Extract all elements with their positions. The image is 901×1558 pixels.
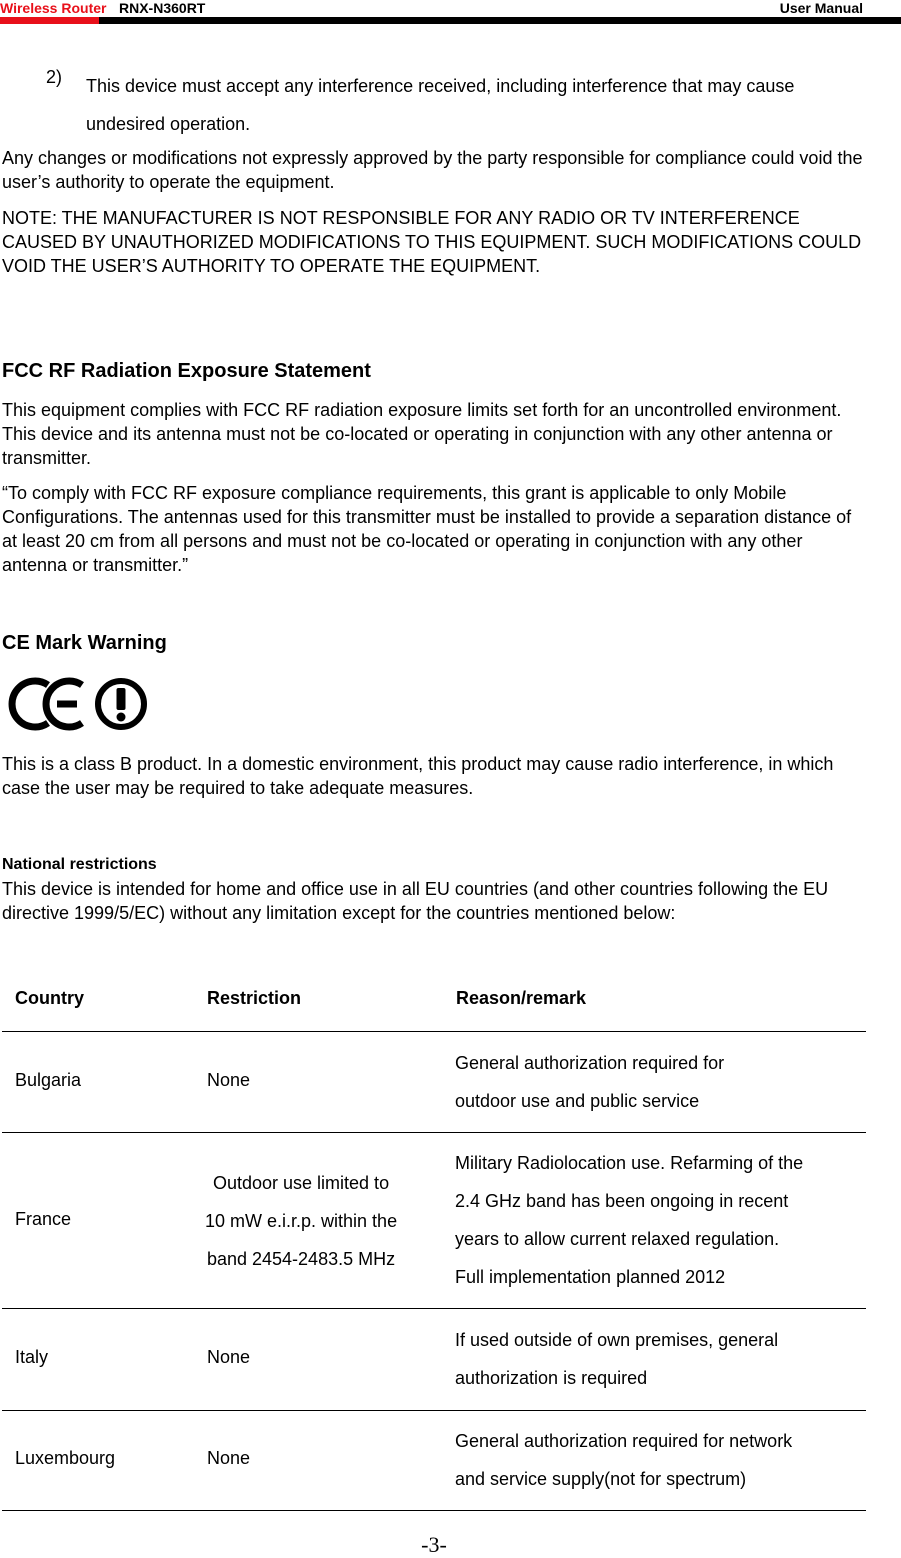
ce-paragraph: This is a class B product. In a domestic environment, this product may cause radio interference, in which case the user may be required to take adequate measures.	[2, 754, 834, 798]
changes-paragraph: Any changes or modifications not expressly approved by the party responsible for compliance could void the user’s authority to operate the equipment.	[2, 148, 863, 192]
column-header-reason: Reason/remark	[456, 988, 587, 1008]
header-rule	[0, 17, 901, 24]
cell-country: Bulgaria	[15, 1070, 82, 1090]
national-restrictions-paragraph: This device is intended for home and office use in all EU countries (and other countries following the EU directive 1999/5/EC) without any limitation except for the countries mentioned below:	[2, 879, 829, 923]
cell-country: France	[15, 1209, 72, 1229]
cell-restriction-line: band 2454-2483.5 MHz	[206, 1249, 396, 1269]
ce-alert-mark-icon	[2, 676, 148, 732]
table-rule	[2, 1132, 866, 1133]
page-header	[0, 0, 901, 26]
table-rule	[2, 1510, 866, 1511]
cell-restriction-line: 10 mW e.i.r.p. within the	[205, 1211, 398, 1231]
header-doc-type: User Manual	[779, 0, 863, 16]
cell-reason	[455, 1144, 803, 1296]
cell-reason-line: outdoor use and public service	[455, 1091, 700, 1111]
list-item-number: 2)	[46, 67, 63, 87]
list-item-text: This device must accept any interference received, including interference that may cause undesired operation.	[86, 76, 795, 134]
ce-letter-e-icon	[46, 681, 82, 727]
cell-country: Italy	[15, 1347, 49, 1367]
header-rule-accent	[0, 17, 99, 24]
alert-exclamation-dot	[117, 713, 126, 722]
cell-reason-line: General authorization required for	[455, 1053, 725, 1073]
table-rule	[2, 1308, 866, 1309]
cell-reason	[455, 1044, 724, 1120]
cell-reason-line: If used outside of own premises, general	[455, 1330, 779, 1350]
cell-reason-line: and service supply(not for spectrum)	[455, 1469, 747, 1489]
cell-reason-line: authorization is required	[455, 1368, 648, 1388]
alert-exclamation-bar	[117, 688, 126, 710]
header-model: RNX-N360RT	[119, 0, 206, 16]
table-rule	[2, 1031, 866, 1032]
cell-reason-line: Full implementation planned 2012	[455, 1267, 726, 1287]
cell-restriction-line: Outdoor use limited to	[212, 1173, 390, 1193]
cell-restriction: None	[207, 1347, 251, 1367]
column-header-restriction: Restriction	[207, 988, 302, 1008]
cell-reason-line: Military Radiolocation use. Refarming of the	[455, 1153, 804, 1173]
national-restrictions-title: National restrictions	[2, 856, 157, 873]
cell-restriction	[205, 1164, 397, 1278]
cell-restriction: None	[207, 1448, 251, 1468]
header-brand: Wireless Router	[0, 0, 107, 16]
cell-reason-line: General authorization required for network	[455, 1431, 793, 1451]
cell-reason-line: years to allow current relaxed regulation.	[455, 1229, 780, 1249]
cell-restriction: None	[207, 1070, 251, 1090]
cell-reason	[455, 1422, 792, 1498]
note-paragraph: NOTE: THE MANUFACTURER IS NOT RESPONSIBLE FOR ANY RADIO OR TV INTERFERENCE CAUSED BY UNAUTHORIZED MODIFICATIONS TO THIS EQUIPMENT. SUCH MODIFICATIONS COULD VOID THE USER’S AUTHORITY TO OPERATE THE EQUIPMENT.	[2, 208, 862, 276]
cell-reason-line: 2.4 GHz band has been ongoing in recent	[455, 1191, 789, 1211]
ce-section-title: CE Mark Warning	[2, 632, 167, 654]
page-number: -3-	[421, 1532, 447, 1557]
column-header-country: Country	[15, 988, 84, 1008]
cell-country: Luxembourg	[15, 1448, 116, 1468]
table-rule	[2, 1410, 866, 1411]
rf-section-title: FCC RF Radiation Exposure Statement	[2, 360, 371, 382]
rf-paragraph-1: This equipment complies with FCC RF radiation exposure limits set forth for an uncontrolled environment. This device and its antenna must not be co-located or operating in conjunction with any other antenna or transmitter.	[2, 400, 842, 468]
cell-reason	[455, 1321, 778, 1397]
rf-paragraph-2: “To comply with FCC RF exposure compliance requirements, this grant is applicable to only Mobile Configurations. The antennas used for this transmitter must be installed to provide a separation distance of at least 20 cm from all persons and must not be co-located or operating in conjunction with any other antenna or transmitter.”	[2, 483, 852, 575]
